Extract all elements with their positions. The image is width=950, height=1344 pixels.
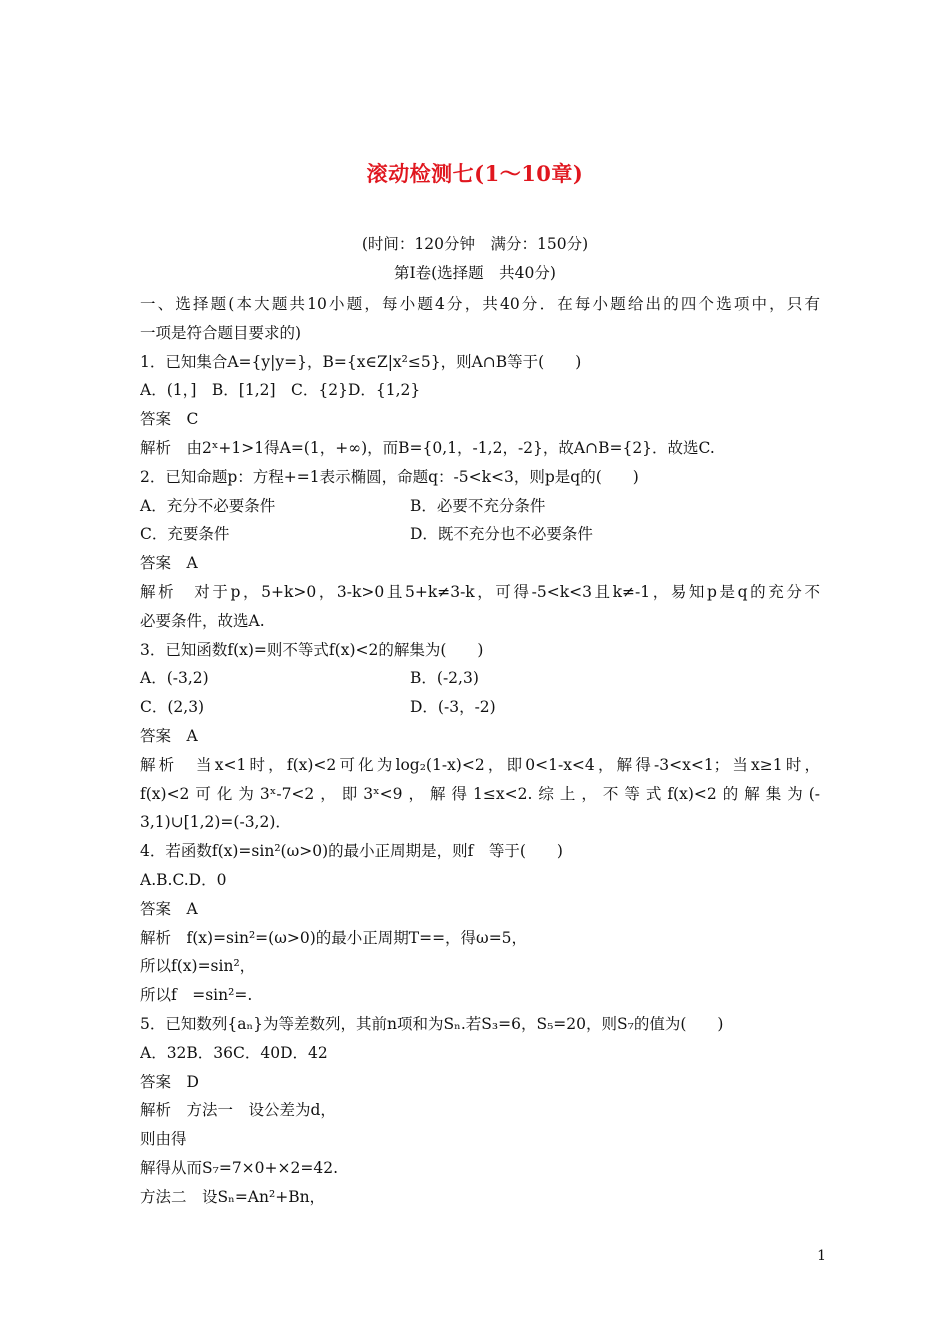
question-2-options-row [140, 520, 820, 549]
analysis-2: 解析 对于p，5+k>0，3-k>0且5+k≠3-k，可得-5<k<3且k≠-1，易知p是q的充分不 [140, 582, 820, 601]
answer-3: 答案 A [140, 726, 198, 745]
question-4: 4．若函数f(x)=sin²(ω>0)的最小正周期是，则f 等于( ) [140, 842, 563, 861]
question-2-options-row [140, 492, 820, 521]
analysis-4-cont: 所以f(x)=sin²， [140, 957, 256, 976]
section-title: 第Ⅰ卷(选择题 共40分) [394, 264, 556, 282]
text-line: 一项是符合题目要求的) [140, 323, 302, 342]
analysis-4-cont: 所以f =sin²=. [140, 986, 253, 1005]
question-5-options: A．32B．36C．40D．42 [140, 1043, 328, 1062]
option-b: B．必要不充分条件 [410, 496, 546, 515]
question-1: 1．已知集合A={y|y=}，B={x∈Z|x²≤5}，则A∩B等于( ) [140, 352, 582, 371]
question-3-options-row [140, 664, 820, 693]
answer-4: 答案 A [140, 899, 198, 918]
option-d: D．既不充分也不必要条件 [410, 525, 593, 544]
question-1-options: A．(1，] B．[1,2] C．{2}D．{1,2} [140, 381, 421, 400]
option-d: D．(-3，-2) [410, 698, 496, 717]
answer-5: 答案 D [140, 1072, 199, 1091]
analysis-4: 解析 f(x)=sin²=(ω>0)的最小正周期T==，得ω=5， [140, 928, 528, 947]
analysis-3-cont: 3,1)∪[1,2)=(-3,2)． [140, 813, 291, 832]
analysis-5: 解析 方法一 设公差为d， [140, 1101, 336, 1120]
question-4-options: A.B.C.D．0 [140, 870, 227, 889]
analysis-3: 解析 当x<1时，f(x)<2可化为log₂(1-x)<2，即0<1-x<4，解得-3<x<1；当x≥1时， [140, 755, 820, 774]
analysis-3-cont: f(x)<2可化为3ˣ-7<2，即3ˣ<9，解得1≤x<2.综上，不等式f(x)<2的解集为(- [140, 784, 820, 803]
option-a: A．充分不必要条件 [140, 496, 276, 515]
document-body [140, 290, 820, 1212]
answer-2: 答案 A [140, 554, 198, 573]
analysis-2-cont: 必要条件，故选A. [140, 611, 265, 630]
question-3-options-row [140, 693, 820, 722]
question-2: 2．已知命题p：方程+=1表示椭圆，命题q：-5<k<3，则p是q的( ) [140, 467, 639, 486]
page-number: 1 [817, 1248, 826, 1264]
analysis-1: 解析 由2ˣ+1>1得A=(1，+∞)，而B={0,1，-1,2，-2}，故A∩B={2}．故选C. [140, 438, 715, 457]
time-score-line: (时间：120分钟 满分：150分) [361, 235, 589, 253]
question-3: 3．已知函数f(x)=则不等式f(x)<2的解集为( ) [140, 640, 484, 659]
text-line: 一、选择题(本大题共10小题，每小题4分，共40分．在每小题给出的四个选项中，只有 [140, 295, 820, 313]
document-title: 滚动检测七(1～10章) [366, 161, 584, 186]
option-a: A．(-3,2) [140, 669, 209, 688]
question-5: 5．已知数列{aₙ}为等差数列，其前n项和为Sₙ.若S₃=6，S₅=20，则S₇的值为( ) [140, 1014, 724, 1033]
analysis-5-cont: 解得从而S₇=7×0+×2=42. [140, 1158, 339, 1177]
option-c: C．(2,3) [140, 698, 205, 717]
option-b: B．(-2,3) [410, 669, 479, 688]
option-c: C．充要条件 [140, 525, 230, 544]
analysis-5-cont: 则由得 [140, 1130, 187, 1149]
answer-1: 答案 C [140, 410, 199, 429]
analysis-5-method-2: 方法二 设Sₙ=An²+Bn， [140, 1187, 326, 1206]
